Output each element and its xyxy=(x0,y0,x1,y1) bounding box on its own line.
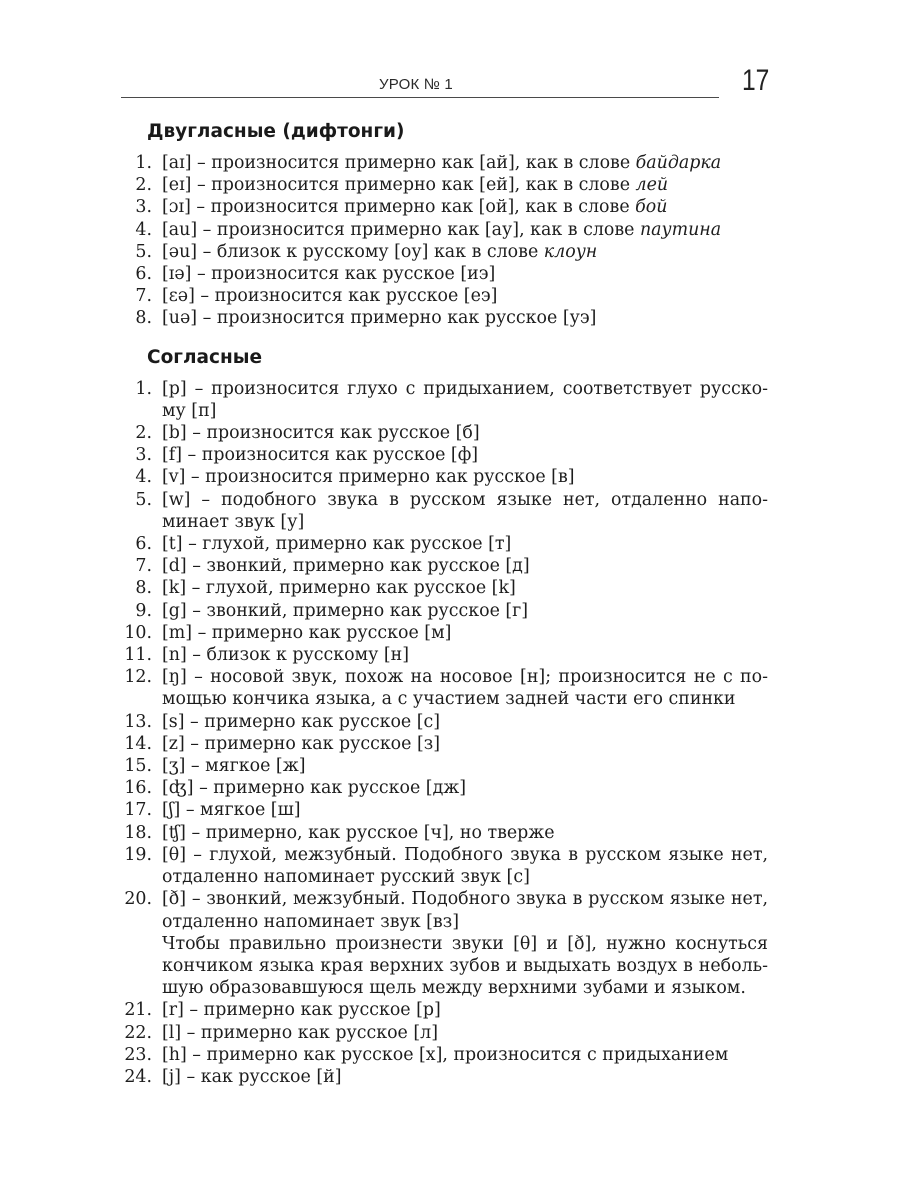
list-item xyxy=(0,799,768,821)
item-number: 3. xyxy=(135,197,152,218)
item-number: 8. xyxy=(135,578,152,599)
item-text: [θ] – глухой, межзубный. Подобного звука в русском языке нет, отдаленно напоминает русский звук [с] xyxy=(162,844,768,888)
item-number: 12. xyxy=(124,667,152,688)
list-item xyxy=(0,822,768,844)
item-text: [au] – произносится примерно как [ау], как в слове xyxy=(162,219,640,240)
list-item xyxy=(0,466,768,488)
list-item xyxy=(0,999,768,1021)
item-text: [t] – глухой, примерно как русское [т] xyxy=(162,534,512,555)
item-text: [j] – как русское [й] xyxy=(162,1066,342,1087)
list-item xyxy=(0,241,768,263)
item-text: [k] – глухой, примерно как русское [k] xyxy=(162,578,516,599)
item-number: 15. xyxy=(124,756,152,777)
list-item xyxy=(0,533,768,555)
consonants-list xyxy=(0,378,900,1089)
list-item xyxy=(0,644,768,666)
consonants-heading: Согласные xyxy=(147,346,263,368)
item-text: [ʃ] – мягкое [ш] xyxy=(162,800,301,821)
item-text: [m] – примерно как русское [м] xyxy=(162,622,452,643)
item-text: [g] – звонкий, примерно как русское [г] xyxy=(162,600,529,621)
item-number: 11. xyxy=(124,645,152,666)
list-item xyxy=(0,844,768,888)
list-item xyxy=(0,422,768,444)
page-content xyxy=(0,120,900,1088)
item-text: [ʧ] – примерно, как русское [ч], но тверже xyxy=(162,822,555,843)
list-item xyxy=(0,600,768,622)
pronunciation-note: Чтобы правильно произнести звуки [θ] и [ð], нужно коснуться кончиком языка края верхних зубов и выдыхать воздух в неболь-шую образовавшуюся щель между верхними зубами и языком. xyxy=(162,933,768,999)
item-text: [ɔɪ] – произносится примерно как [ой], как в слове xyxy=(162,197,636,218)
item-text: [ʒ] – мягкое [ж] xyxy=(162,756,306,777)
example-word: паутина xyxy=(639,219,722,240)
item-text: [p] – произносится глухо с придыханием, соответствует русско-му [п] xyxy=(162,378,768,421)
list-item xyxy=(0,174,768,196)
list-item xyxy=(0,755,768,777)
item-number: 20. xyxy=(124,889,152,910)
item-text: [n] – близок к русскому [н] xyxy=(162,645,410,666)
list-item xyxy=(0,666,768,710)
header-rule xyxy=(121,97,719,98)
item-text: [l] – примерно как русское [л] xyxy=(162,1022,438,1043)
item-text: [uə] – произносится примерно как русское [уэ] xyxy=(162,308,597,329)
list-item xyxy=(0,378,768,422)
list-item xyxy=(0,444,768,466)
item-text: [ɛə] – произносится как русское [еэ] xyxy=(162,286,498,307)
list-item xyxy=(0,285,768,307)
item-number: 5. xyxy=(135,241,152,262)
list-item xyxy=(0,196,768,218)
list-item xyxy=(0,888,768,999)
list-item xyxy=(0,263,768,285)
item-number: 16. xyxy=(124,778,152,799)
item-number: 1. xyxy=(135,153,152,173)
example-word: бой xyxy=(635,197,668,218)
list-item xyxy=(0,777,768,799)
item-text: [d] – звонкий, примерно как русское [д] xyxy=(162,556,530,577)
list-item xyxy=(0,219,768,241)
item-text: [v] – произносится примерно как русское [в] xyxy=(162,467,575,488)
item-text: [b] – произносится как русское [б] xyxy=(162,423,480,444)
list-item xyxy=(0,577,768,599)
item-number: 10. xyxy=(124,622,152,643)
item-text: [s] – примерно как русское [с] xyxy=(162,711,441,732)
example-word: лей xyxy=(635,175,669,196)
item-number: 7. xyxy=(135,286,152,307)
item-text: [w] – подобного звука в русском языке нет, отдаленно напо-минает звук [у] xyxy=(162,489,768,532)
item-number: 4. xyxy=(135,467,152,488)
item-number: 4. xyxy=(135,219,152,240)
item-text: [h] – примерно как русское [х], произносится с придыханием xyxy=(162,1044,729,1065)
item-number: 17. xyxy=(124,800,152,821)
item-text: [f] – произносится как русское [ф] xyxy=(162,445,479,466)
item-number: 13. xyxy=(124,711,152,732)
item-number: 2. xyxy=(135,175,152,196)
list-item xyxy=(0,1066,768,1088)
item-number: 7. xyxy=(135,556,152,577)
item-text: [əu] – близок к русскому [оу] как в слове xyxy=(162,241,544,262)
item-number: 6. xyxy=(135,534,152,555)
item-text: [eɪ] – произносится примерно как [ей], как в слове xyxy=(162,175,636,196)
item-text: [ð] – звонкий, межзубный. Подобного звука в русском языке нет, отдаленно напоминает звук [вз] xyxy=(162,889,768,932)
item-text: [z] – примерно как русское [з] xyxy=(162,733,441,754)
diphthongs-list xyxy=(0,152,900,330)
item-number: 1. xyxy=(135,378,152,399)
item-number: 18. xyxy=(124,822,152,843)
list-item xyxy=(0,1044,768,1066)
example-word: байдарка xyxy=(635,153,722,173)
item-text: [aɪ] – произносится примерно как [ай], как в слове xyxy=(162,153,636,173)
list-item xyxy=(0,307,768,329)
list-item xyxy=(0,622,768,644)
item-number: 2. xyxy=(135,423,152,444)
item-number: 19. xyxy=(124,844,152,865)
example-word: клоун xyxy=(543,241,598,262)
item-number: 8. xyxy=(135,308,152,329)
item-text: [ɪə] – произносится как русское [иэ] xyxy=(162,264,496,285)
item-number: 22. xyxy=(124,1022,152,1043)
item-text: [ŋ] – носовой звук, похож на носовое [н]; произносится не с по-мощью кончика языка, а с участием задней части его спинки xyxy=(162,667,768,710)
item-number: 9. xyxy=(135,600,152,621)
item-number: 24. xyxy=(124,1066,152,1087)
item-number: 3. xyxy=(135,445,152,466)
item-number: 14. xyxy=(124,733,152,754)
running-head-title: УРОК № 1 xyxy=(379,76,453,93)
item-number: 21. xyxy=(124,1000,152,1021)
list-item xyxy=(0,489,768,533)
page-number: 17 xyxy=(742,64,770,97)
list-item xyxy=(0,711,768,733)
item-number: 6. xyxy=(135,264,152,285)
item-text: [r] – примерно как русское [р] xyxy=(162,1000,441,1021)
item-text: [ʤ] – примерно как русское [дж] xyxy=(162,778,467,799)
diphthongs-heading: Двугласные (дифтонги) xyxy=(147,121,405,142)
list-item xyxy=(0,555,768,577)
list-item xyxy=(0,1022,768,1044)
list-item xyxy=(0,152,768,174)
list-item xyxy=(0,733,768,755)
item-number: 5. xyxy=(135,489,152,510)
item-number: 23. xyxy=(124,1044,152,1065)
